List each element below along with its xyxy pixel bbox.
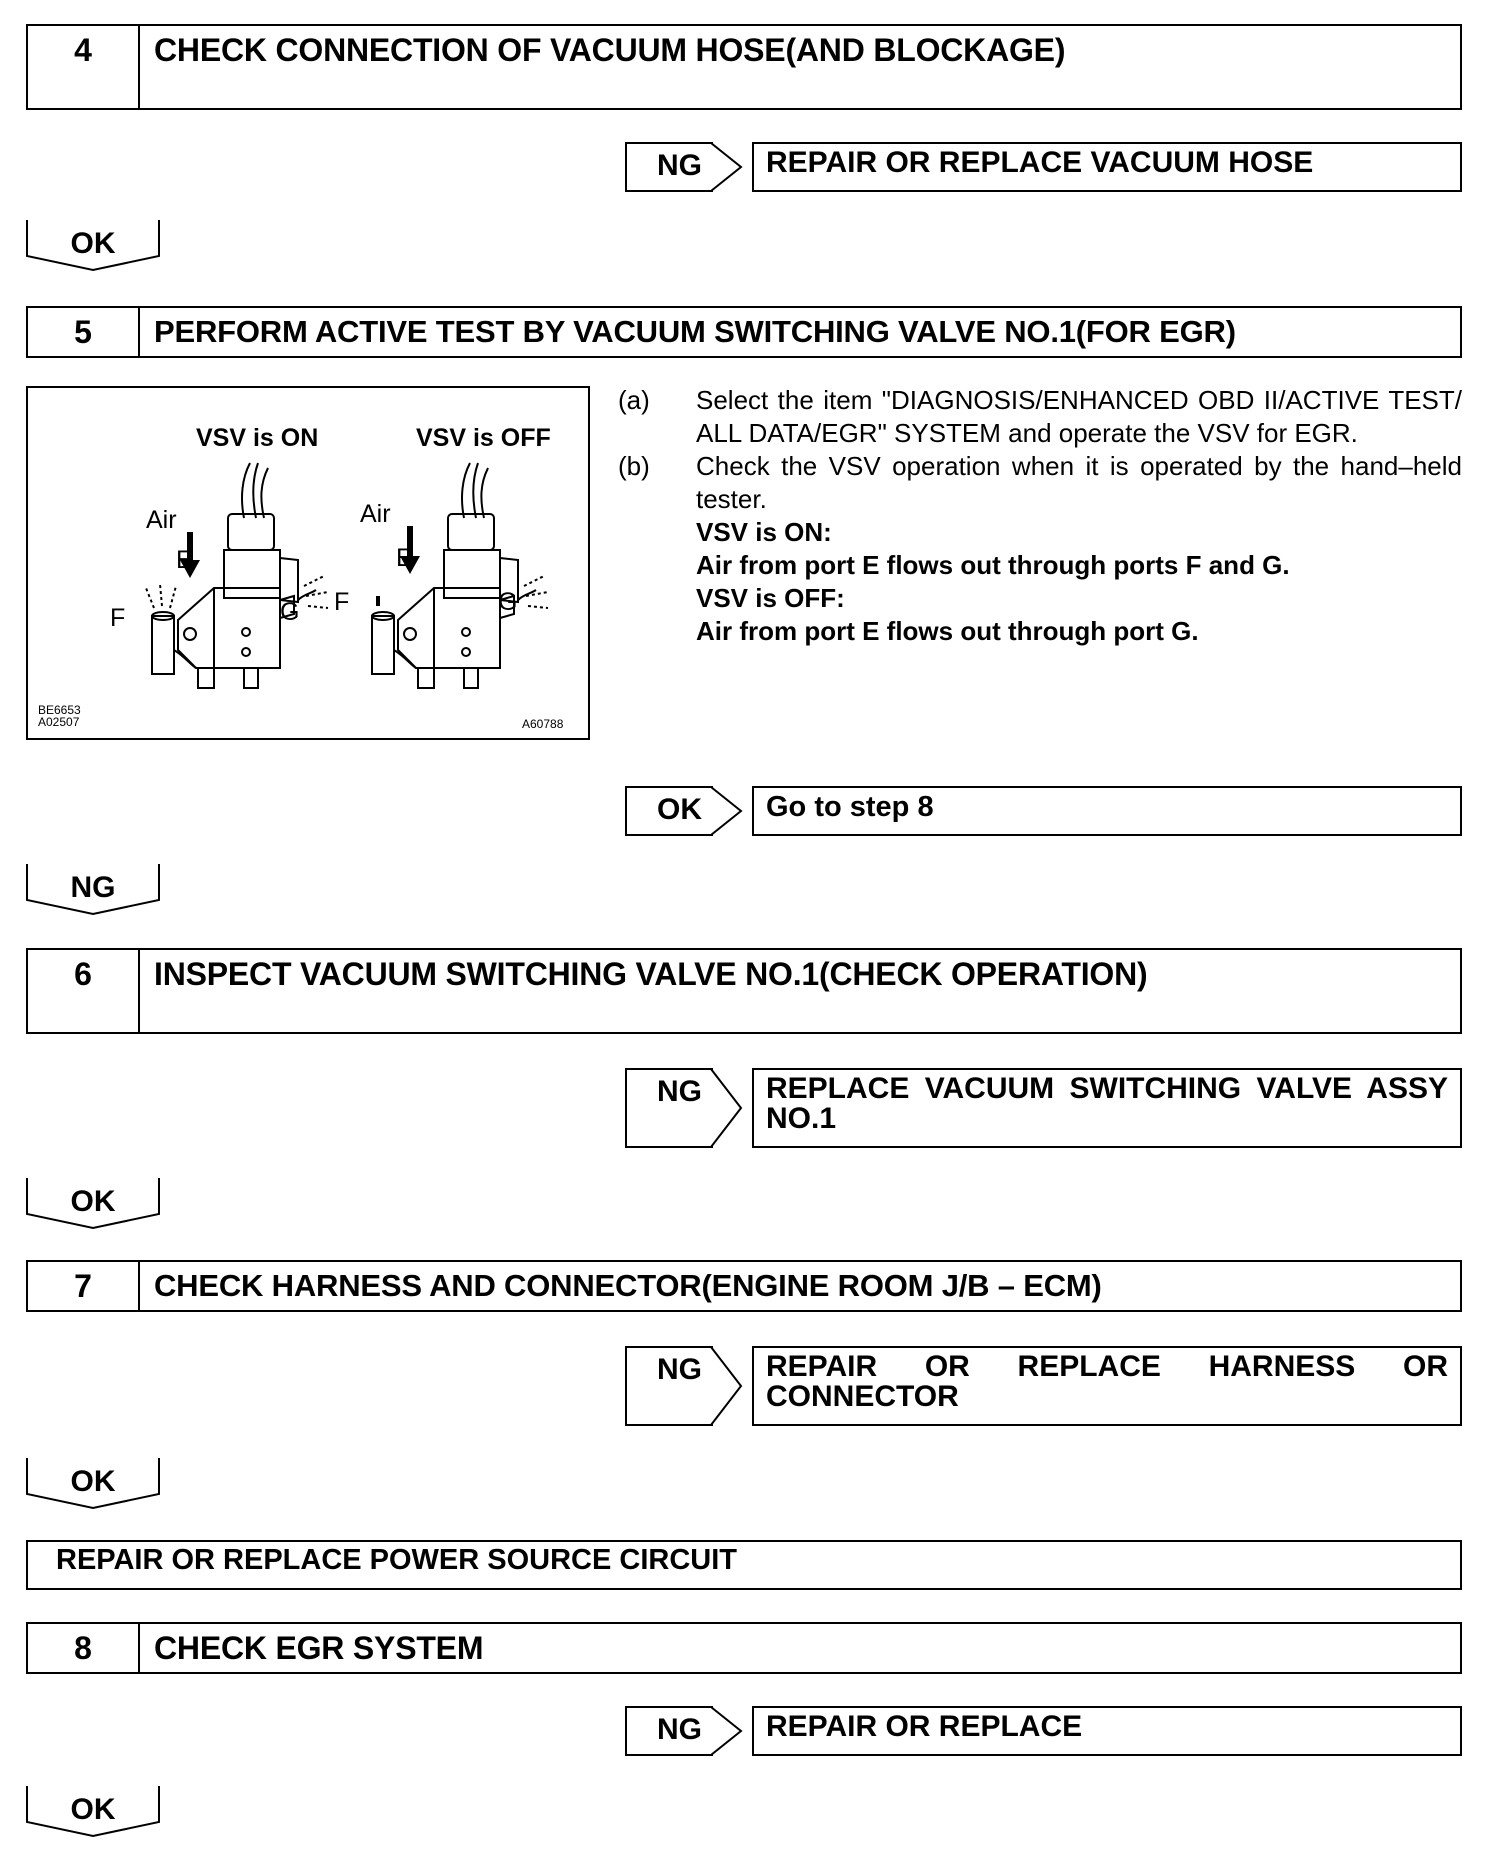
step-number: 6 [28,950,140,1032]
label-f-left: F [110,604,126,632]
instruction-a [618,384,1462,450]
step-number: 7 [28,1262,140,1310]
flow-ok-after-8 [26,1786,160,1838]
step-4-ng-action: REPAIR OR REPLACE VACUUM HOSE [752,142,1462,192]
vsv-on-result: Air from port E flows out through ports F and G. [696,550,1290,580]
step-4-ng-tag: NG [625,142,713,192]
caption-vsv-on: VSV is ON [196,424,319,452]
step-8-header [26,1622,1462,1674]
flow-label: NG [70,871,116,904]
step-5-ok-action: Go to step 8 [752,786,1462,836]
step-5-instructions [618,384,1462,648]
step-5-header [26,306,1462,358]
figure-code-3: A60788 [522,717,564,731]
ng-arrow-icon [711,1346,745,1426]
label-e-right: E [396,544,413,572]
figure-code-2: A02507 [38,715,80,729]
label-g-left: G [280,598,300,626]
label-air-right: Air [360,500,391,528]
instruction-b [618,450,1462,516]
flow-label: OK [70,1185,116,1218]
flow-ok-after-7 [26,1458,160,1510]
step-4-header [26,24,1462,110]
ng-arrow-icon [711,1706,745,1756]
step-8-ng-tag: NG [625,1706,713,1756]
label-e-left: E [176,546,193,574]
vsv-valve-drawing [28,388,588,738]
ok-arrow-icon [711,786,745,836]
instruction-mark: (b) [618,451,650,481]
step-title: INSPECT VACUUM SWITCHING VALVE NO.1(CHECK OPERATION) [154,956,1148,992]
caption-vsv-off: VSV is OFF [416,424,551,452]
vsv-on-label: VSV is ON: [696,517,832,547]
step-7-ng-tag: NG [625,1346,713,1426]
step-title: CHECK EGR SYSTEM [154,1630,484,1666]
instruction-text: Select the item "DIAGNOSIS/ENHANCED OBD II/ACTIVE TEST/ALL DATA/EGR" SYSTEM and operate the VSV for EGR. [696,385,1462,448]
final-action-bar: REPAIR OR REPLACE POWER SOURCE CIRCUIT [26,1540,1462,1590]
step-7-ng-action: REPAIR OR REPLACE HARNESS OR CONNECTOR [752,1346,1462,1426]
step-6-ng-tag: NG [625,1068,713,1148]
label-f-right: F [334,588,350,616]
step-6-header [26,948,1462,1034]
step-5-ok-tag: OK [625,786,713,836]
flow-ng-after-5 [26,864,160,916]
ng-arrow-icon [711,1068,745,1148]
vsv-off-label: VSV is OFF: [696,583,845,613]
instruction-text: Check the VSV operation when it is operated by the hand–held tester. [696,451,1462,514]
step-7-header [26,1260,1462,1312]
step-6-ng-action: REPLACE VACUUM SWITCHING VALVE ASSY NO.1 [752,1068,1462,1148]
flow-ok-after-4 [26,220,160,272]
step-number: 4 [28,26,140,108]
vsv-figure [26,386,590,740]
step-title: CHECK HARNESS AND CONNECTOR(ENGINE ROOM J/B – ECM) [154,1268,1102,1303]
flow-label: OK [70,1465,116,1498]
ng-arrow-icon [711,142,745,192]
step-number: 8 [28,1624,140,1672]
step-title: CHECK CONNECTION OF VACUUM HOSE(AND BLOCKAGE) [154,32,1066,68]
label-g-right: G [498,588,518,616]
vsv-off-result: Air from port E flows out through port G. [696,616,1199,646]
step-title: PERFORM ACTIVE TEST BY VACUUM SWITCHING VALVE NO.1(FOR EGR) [154,314,1236,349]
step-number: 5 [28,308,140,356]
step-8-ng-action: REPAIR OR REPLACE [752,1706,1462,1756]
flow-label: OK [70,1793,116,1826]
flow-label: OK [70,227,116,260]
flow-ok-after-6 [26,1178,160,1230]
instruction-mark: (a) [618,385,650,415]
label-air-left: Air [146,506,177,534]
figure-code-1: BE6653 [38,703,81,717]
